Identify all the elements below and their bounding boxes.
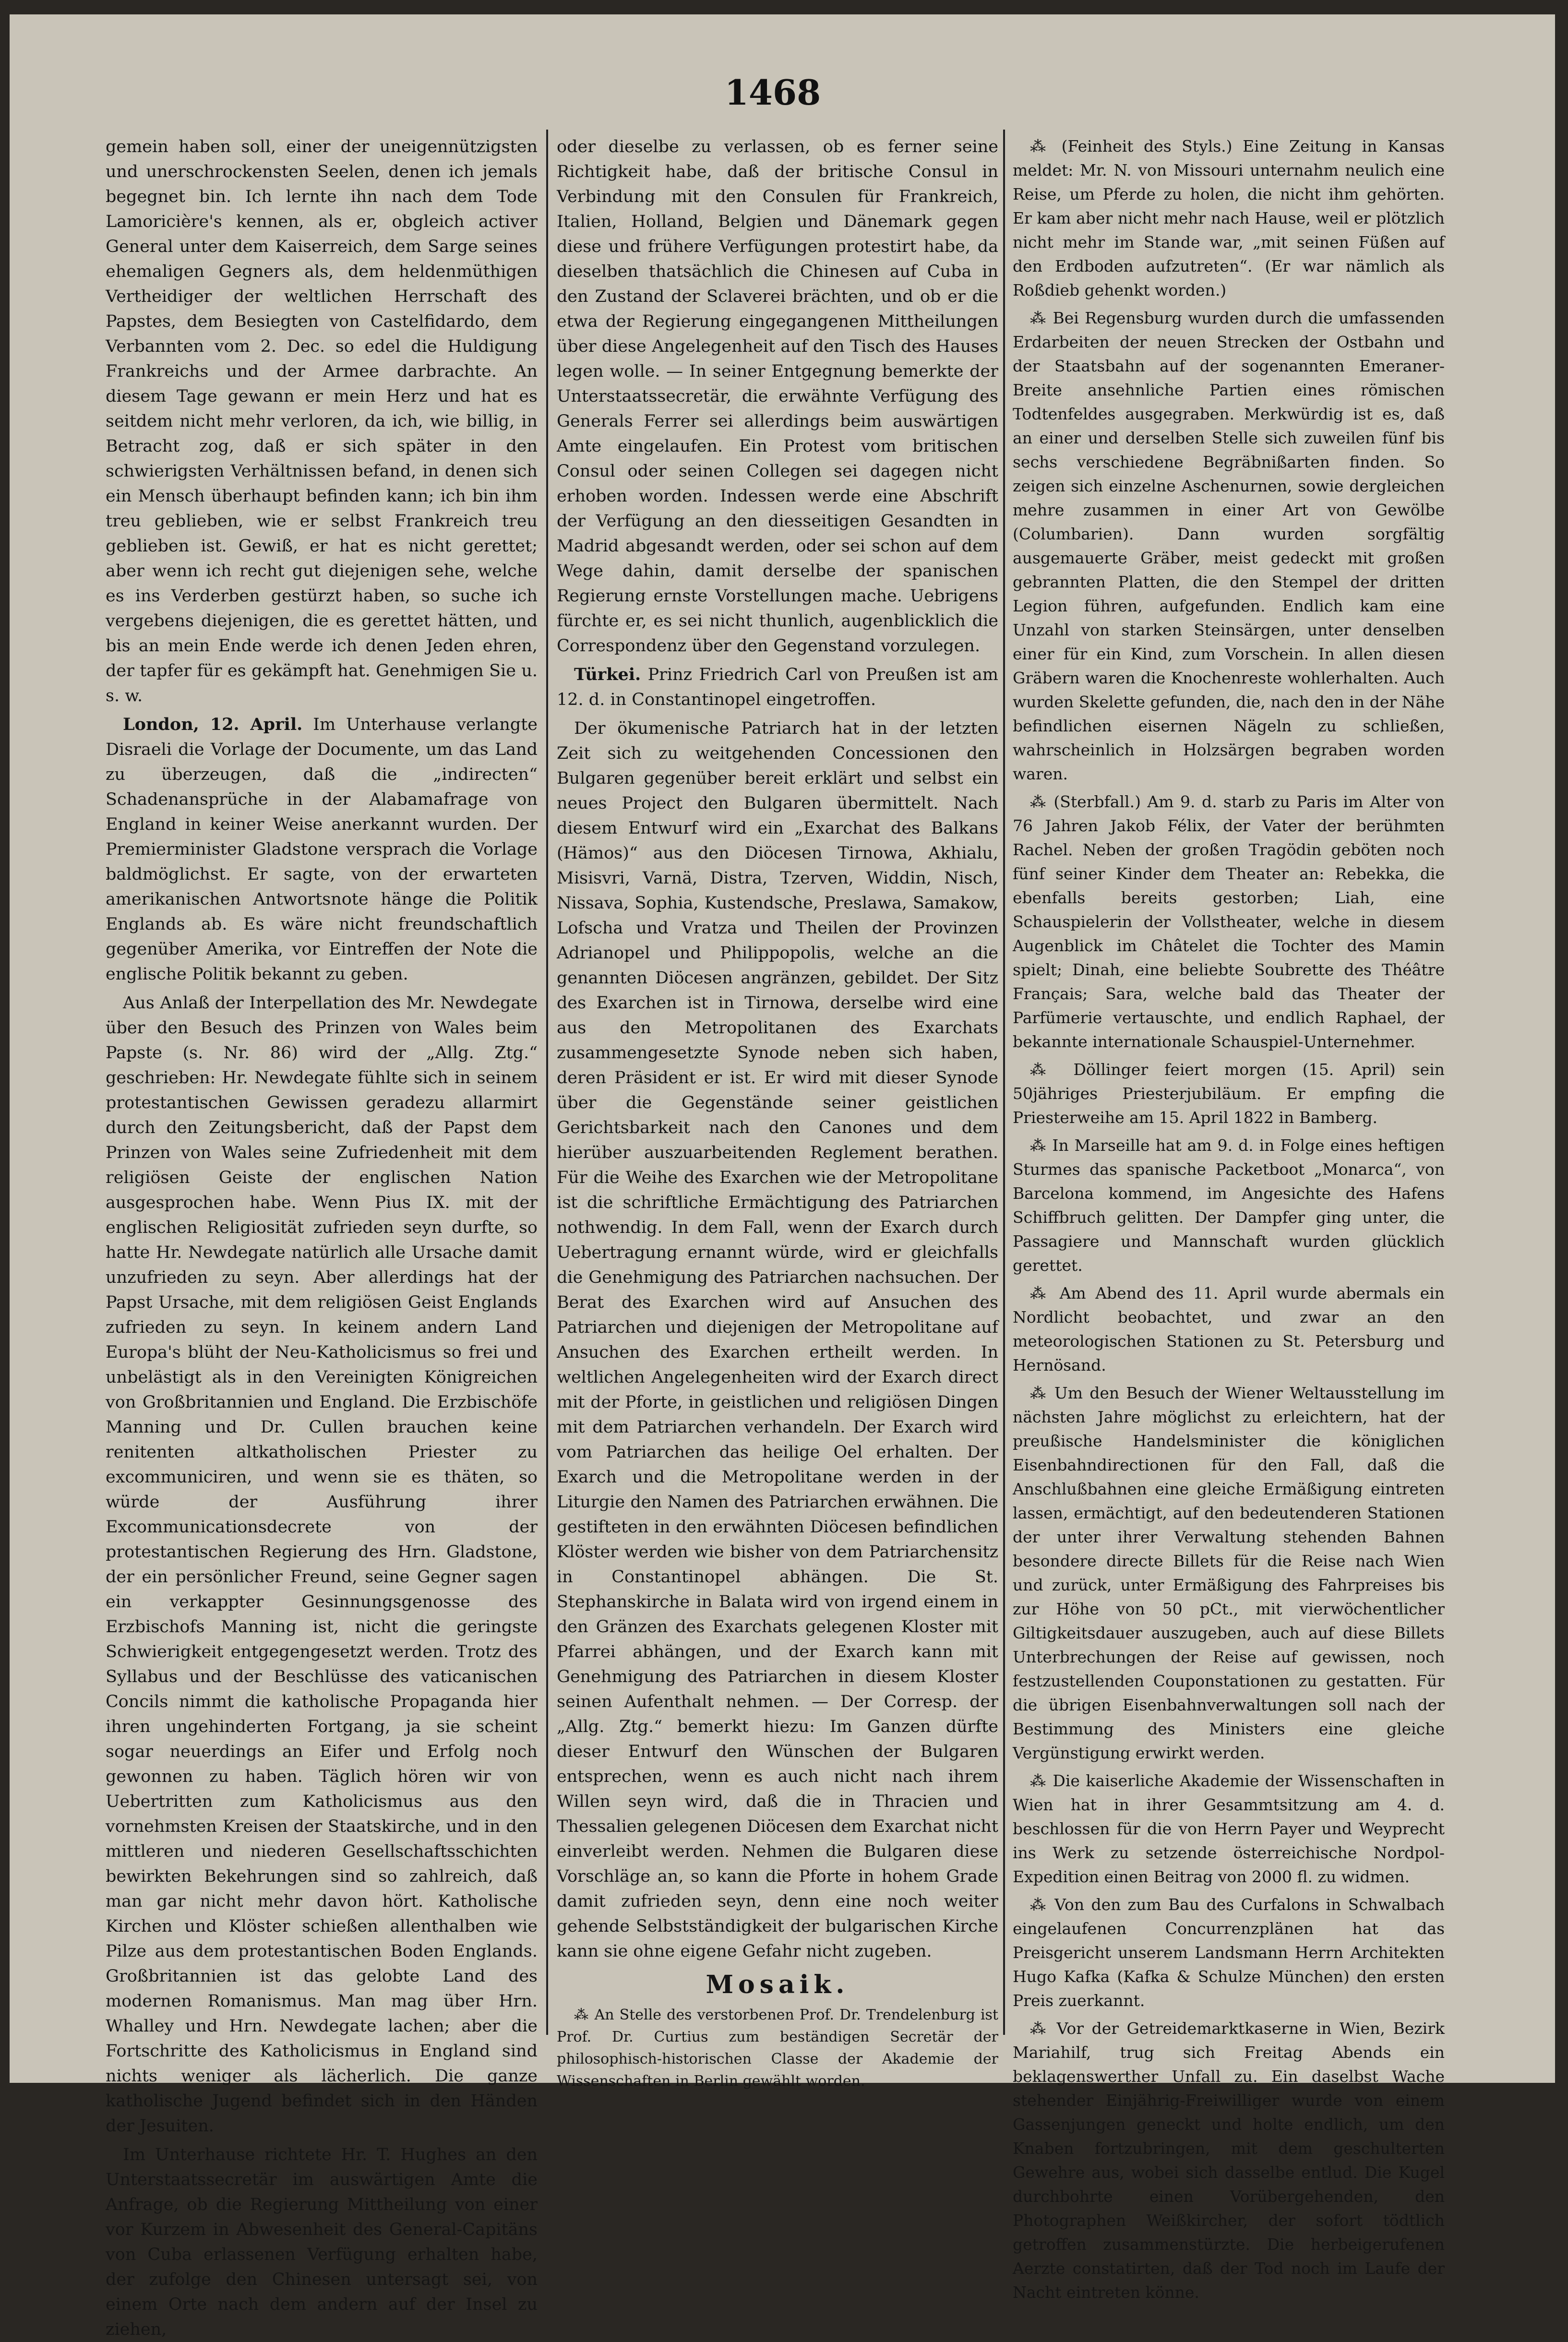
- article-text: Im Unterhause verlangte Disraeli die Vorlage der Documente, um das Land zu überzeugen, daß die „indirecten“ Schadenansprüche in der Alabamafrage von England in keiner Weise anerkannt wurden. Der Premierminister Gladstone versprach die Vorlage baldmöglichst. Er sagte, von der erwarteten amerikanischen Antwortsnote hänge die Politik Englands ab. Es wäre nicht freundschaftlich gegenüber Amerika, vor Eintreffen der Note die englische Politik bekannt zu geben.: [106, 715, 538, 984]
- section-dateline: Türkei.: [574, 665, 641, 684]
- column-right: [1013, 134, 1445, 2302]
- mosaik-item: ⁂ Vor der Getreidemarktkaserne in Wien, Bezirk Mariahilf, trug sich Freitag Abends ein beklagenswerther Unfall zu. Ein daselbst Wache stehender Einjährig-Freiwilliger wurde von einem Gassenjungen geneckt und holte endlich, um den Knaben fortzubringen, mit dem geschulterten Gewehre aus, wobei sich dasselbe entlud. Die Kugel durchbohrte einen Vorübergehenden, den Photographen Weißkircher, der sofort tödtlich getroffen zusammenstürzte. Die herbeigerufenen Aerzte constatirten, daß der Tod noch im Laufe der Nacht eintreten könne.: [1013, 2019, 1445, 2302]
- mosaik-item: ⁂ Bei Regensburg wurden durch die umfassenden Erdarbeiten der neuen Strecken der Ostbahn und der Staatsbahn auf der sogenannten Emeraner-Breite ansehnliche Partien eines römischen Todtenfeldes ausgegraben. Merkwürdig ist es, daß an einer und derselben Stelle sich zuweilen fünf bis sechs verschiedene Begräbnißarten finden. So zeigen sich einzelne Aschenurnen, sowie dergleichen mehre zusammen in einer Art von Gewölbe (Columbarien). Dann wurden sorgfältig ausgemauerte Gräber, meist gedeckt mit großen gebrannten Platten, die den Stempel der dritten Legion führen, aufgefunden. Endlich kam eine Unzahl von starken Steinsärgen, unter denselben einer für ein Kind, zum Vorschein. In allen diesen Gräbern waren die Knochenreste wohlerhalten. Auch wurden Skelette gefunden, die, nach den in der Nähe befindlichen eisernen Nägeln zu schließen, wahrscheinlich in Holzsärgen begraben worden waren.: [1013, 309, 1445, 783]
- article-text: Prinz Friedrich Carl von Preußen ist am 12. d. in Constantinopel eingetroffen.: [557, 665, 998, 709]
- article-paragraph: Der ökumenische Patriarch hat in der letzten Zeit sich zu weitgehenden Concessionen den Bulgaren gegenüber bereit erklärt und selbst ein neues Project den Bulgaren übermittelt. Nach diesem Entwurf wird ein „Exarchat des Balkans (Hämos)“ aus den Diöcesen Tirnowa, Akhialu, Misisvri, Varnä, Distra, Tzerven, Widdin, Nisch, Nissava, Sophia, Kustendsche, Preslawa, Samakow, Lofscha und Vratza und Theilen der Provinzen Adrianopel und Philippopolis, welche an die genannten Diöcesen angränzen, gebildet. Der Sitz des Exarchen ist in Tirnowa, derselbe wird eine aus den Metropolitanen des Exarchats zusammengesetzte Synode neben sich haben, deren Präsident er ist. Er wird mit dieser Synode über die Gegenstände seiner geistlichen Gerichtsbarkeit nach den Canones und dem hierüber auszuarbeitenden Reglement berathen. Für die Weihe des Exarchen wie der Metropolitane ist die schriftliche Ermächtigung des Patriarchen nothwendig. In dem Fall, wenn der Exarch durch Uebertragung ernannt würde, wird er gleichfalls die Genehmigung des Patriarchen nachsuchen. Der Berat des Exarchen wird auf Ansuchen des Patriarchen und diejenigen der Metropolitane auf Ansuchen des Exarchen ertheilt werden. In weltlichen Angelegenheiten wird der Exarch direct mit der Pforte, in geistlichen und religiösen Dingen mit dem Patriarchen verhandeln. Der Exarch wird vom Patriarchen das heilige Oel erhalten. Der Exarch und die Metropolitane werden in der Liturgie den Namen des Patriarchen erwähnen. Die gestifteten in den erwähnten Diöcesen befindlichen Klöster werden wie bisher von dem Patriarchensitz in Constantinopel abhängen. Die St. Stephanskirche in Balata wird von irgend einem in den Gränzen des Exarchats gelegenen Kloster mit Pfarrei abhängen, und der Exarch kann mit Genehmigung des Patriarchen in diesem Kloster seinen Aufenthalt nehmen. — Der Corresp. der „Allg. Ztg.“ bemerkt hiezu: Im Ganzen dürfte dieser Entwurf den Wünschen der Bulgaren entsprechen, wenn es auch nicht nach ihrem Willen seyn wird, daß die in Thracien und Thessalien gelegenen Diöcesen dem Exarchat nicht einverleibt werden. Nehmen die Bulgaren diese Vorschläge an, so kann die Pforte in hohem Grade damit zufrieden seyn, denn eine noch weiter gehende Selbstständigkeit der bulgarischen Kirche kann sie ohne eigene Gefahr nicht zugeben.: [557, 719, 998, 1961]
- mosaik-item: ⁂ Die kaiserliche Akademie der Wissenschaften in Wien hat in ihrer Gesammtsitzung am 4. d. beschlossen für die von Herrn Payer und Weyprecht ins Werk zu setzende österreichische Nordpol-Expedition einen Beitrag von 2000 fl. zu widmen.: [1013, 1771, 1445, 1886]
- mosaik-item: ⁂ (Feinheit des Styls.) Eine Zeitung in Kansas meldet: Mr. N. von Missouri unternahm neulich eine Reise, um Pferde zu holen, die nicht ihm gehörten. Er kam aber nicht mehr nach Hause, weil er plötzlich nicht mehr im Stande war, „mit seinen Füßen auf den Erdboden aufzutreten“. (Er war nämlich als Roßdieb gehenkt worden.): [1013, 137, 1445, 299]
- article-paragraph: Im Unterhause richtete Hr. T. Hughes an den Unterstaatssecretär im auswärtigen Amte die Anfrage, ob die Regierung Mittheilung von einer vor Kurzem in Abwesenheit des General-Capitäns von Cuba erlassenen Verfügung erhalten habe, der zufolge den Chinesen untersagt sei, von einem Orte nach dem andern auf der Insel zu ziehen,: [106, 2145, 538, 2339]
- column-rule: [1003, 130, 1005, 2035]
- mosaik-item: ⁂ Am Abend des 11. April wurde abermals ein Nordlicht beobachtet, und zwar an den meteorologischen Stationen zu St. Petersburg und Hernösand.: [1013, 1284, 1445, 1374]
- mosaik-item: ⁂ Döllinger feiert morgen (15. April) sein 50jähriges Priesterjubiläum. Er empfing die Priesterweihe am 15. April 1822 in Bamberg.: [1013, 1060, 1445, 1127]
- newspaper-page: [10, 14, 1555, 2339]
- column-rule: [546, 130, 548, 2035]
- mosaik-item: ⁂ Von den zum Bau des Curfalons in Schwalbach eingelaufenen Concurrenzplänen hat das Preisgericht unserem Landsmann Herrn Architekten Hugo Kafka (Kafka & Schulze München) den ersten Preis zuerkannt.: [1013, 1895, 1445, 2010]
- article-paragraph: oder dieselbe zu verlassen, ob es ferner seine Richtigkeit habe, daß der britische Consul in Verbindung mit den Consulen für Frankreich, Italien, Holland, Belgien und Dänemark gegen diese und frühere Verfügungen protestirt habe, da dieselben thatsächlich die Chinesen auf Cuba in den Zustand der Sclaverei brächten, und ob er die etwa der Regierung eingegangenen Mittheilungen über diese Angelegenheit auf den Tisch des Hauses legen wolle. — In seiner Entgegnung bemerkte der Unterstaatssecretär, die erwähnte Verfügung des Generals Ferrer sei allerdings beim auswärtigen Amte eingelaufen. Ein Protest vom britischen Consul oder seinen Collegen sei dagegen nicht erhoben worden. Indessen werde eine Abschrift der Verfügung an den diesseitigen Gesandten in Madrid abgesandt werden, oder sei schon auf dem Wege dahin, damit derselbe der spanischen Regierung ernste Vorstellungen mache. Uebrigens fürchte er, es sei nicht thunlich, augenblicklich die Correspondenz über den Gegenstand vorzulegen.: [557, 137, 998, 656]
- column-left: [106, 134, 538, 2339]
- mosaik-item: ⁂ (Sterbfall.) Am 9. d. starb zu Paris im Alter von 76 Jahren Jakob Félix, der Vater der berühmten Rachel. Neben der großen Tragödin geböten noch fünf seiner Kinder dem Theater an: Rebekka, die ebenfalls bereits gestorben; Liah, eine Schauspielerin der Vollstheater, welche in diesem Augenblick im Châtelet die Tochter des Mamin spielt; Dinah, eine beliebte Soubrette des Théâtre Français; Sara, welche bald das Theater der Parfümerie vertauschte, und endlich Raphael, der bekannte internationale Schauspiel-Unternehmer.: [1013, 792, 1445, 1051]
- dateline: London, 12. April.: [123, 715, 303, 734]
- article-paragraph: [557, 662, 998, 712]
- page-number: 1468: [724, 72, 821, 113]
- article-paragraph: [106, 712, 538, 987]
- section-heading: Mosaik.: [706, 1970, 850, 1999]
- mosaik-item: ⁂ An Stelle des verstorbenen Prof. Dr. Trendelenburg ist Prof. Dr. Curtius zum beständigen Secretär der philosophisch-historischen Classe der Akademie der Wissenschaften in Berlin gewählt worden.: [557, 2007, 998, 2090]
- mosaik-item: ⁂ Um den Besuch der Wiener Weltausstellung im nächsten Jahre möglichst zu erleichtern, hat der preußische Handelsminister die königlichen Eisenbahndirectionen für den Fall, daß die Anschlußbahnen eine gleiche Ermäßigung eintreten lassen, ermächtigt, auf den bedeutenderen Stationen der unter ihrer Verwaltung stehenden Bahnen besondere directe Billets für die Reise nach Wien und zurück, unter Ermäßigung des Fahrpreises bis zur Höhe von 50 pCt., mit vierwöchentlicher Giltigkeitsdauer auszugeben, auch auf diese Billets Unterbrechungen der Reise auf gewissen, noch festzustellenden Couponstationen zu gestatten. Für die übrigen Eisenbahnverwaltungen soll nach der Bestimmung des Ministers eine gleiche Vergünstigung erwirkt werden.: [1013, 1384, 1445, 1762]
- column-middle: [557, 134, 998, 2090]
- mosaik-item: ⁂ In Marseille hat am 9. d. in Folge eines heftigen Sturmes das spanische Packetboot „Monarca“, von Barcelona kommend, im Angesichte des Hafens Schiffbruch gelitten. Der Dampfer ging unter, die Passagiere und Mannschaft wurden glücklich gerettet.: [1013, 1136, 1445, 1275]
- article-paragraph: Aus Anlaß der Interpellation des Mr. Newdegate über den Besuch des Prinzen von Wales beim Papste (s. Nr. 86) wird der „Allg. Ztg.“ geschrieben: Hr. Newdegate fühlte sich in seinem protestantischen Gewissen geradezu allarmirt durch den Zeitungsbericht, daß der Papst dem Prinzen von Wales seine Zufriedenheit mit dem religiösen Geiste der englischen Nation ausgesprochen habe. Wenn Pius IX. mit der englischen Religiosität zufrieden seyn durfte, so hatte Hr. Newdegate natürlich alle Ursache damit unzufrieden zu seyn. Aber allerdings hat der Papst Ursache, mit dem religiösen Geist Englands zufrieden zu seyn. In keinem andern Land Europa's blüht der Neu-Katholicismus so frei und unbelästigt als in den Vereinigten Königreichen von Großbritannien und England. Die Erzbischöfe Manning und Dr. Cullen brauchen keine renitenten altkatholischen Priester zu excommuniciren, und wenn sie es thäten, so würde der Ausführung ihrer Excommunicationsdecrete von der protestantischen Regierung des Hrn. Gladstone, der ein persönlicher Freund, seine Gegner sagen ein verkappter Gesinnungsgenosse des Erzbischofs Manning ist, nicht die geringste Schwierigkeit entgegengesetzt werden. Trotz des Syllabus und der Beschlüsse des vaticanischen Concils nimmt die katholische Propaganda hier ihren ungehinderten Fortgang, ja sie scheint sogar neuerdings an Eifer und Erfolg noch gewonnen zu haben. Täglich hören wir von Uebertritten zum Katholicismus aus den vornehmsten Kreisen der Staatskirche, und in den mittleren und niederen Gesellschaftsschichten bewirkten Bekehrungen sind so zahlreich, daß man gar nicht mehr davon hört. Katholische Kirchen und Klöster schießen allenthalben wie Pilze aus dem protestantischen Boden Englands. Großbritannien ist das gelobte Land des modernen Romanismus. Man mag über Hrn. Whalley und Hrn. Newdegate lachen; aber die Fortschritte des Katholicismus in England sind nichts weniger als lächerlich. Die ganze katholische Jugend befindet sich in den Händen der Jesuiten.: [106, 993, 538, 2136]
- article-paragraph: gemein haben soll, einer der uneigennützigsten und unerschrockensten Seelen, denen ich jemals begegnet bin. Ich lernte ihn nach dem Tode Lamoricière's kennen, als er, obgleich activer General unter dem Kaiserreich, dem Sarge seines ehemaligen Gegners als, dem heldenmüthigen Vertheidiger der weltlichen Herrschaft des Papstes, dem Besiegten von Castelfidardo, dem Verbannten vom 2. Dec. so edel die Huldigung Frankreichs und der Armee darbrachte. An diesem Tage gewann er mein Herz und hat es seitdem nicht mehr verloren, da ich, wie billig, in Betracht zog, daß er sich später in den schwierigsten Verhältnissen befand, in denen sich ein Mensch überhaupt befinden kann; ich bin ihm treu geblieben, wie er selbst Frankreich treu geblieben ist. Gewiß, er hat es nicht gerettet; aber wenn ich recht gut diejenigen sehe, welche es ins Verderben gestürzt haben, so suche ich vergebens diejenigen, die es gerettet hätten, und bis an mein Ende werde ich denen Jeden ehren, der tapfer für es gekämpft hat. Genehmigen Sie u. s. w.: [106, 137, 538, 705]
